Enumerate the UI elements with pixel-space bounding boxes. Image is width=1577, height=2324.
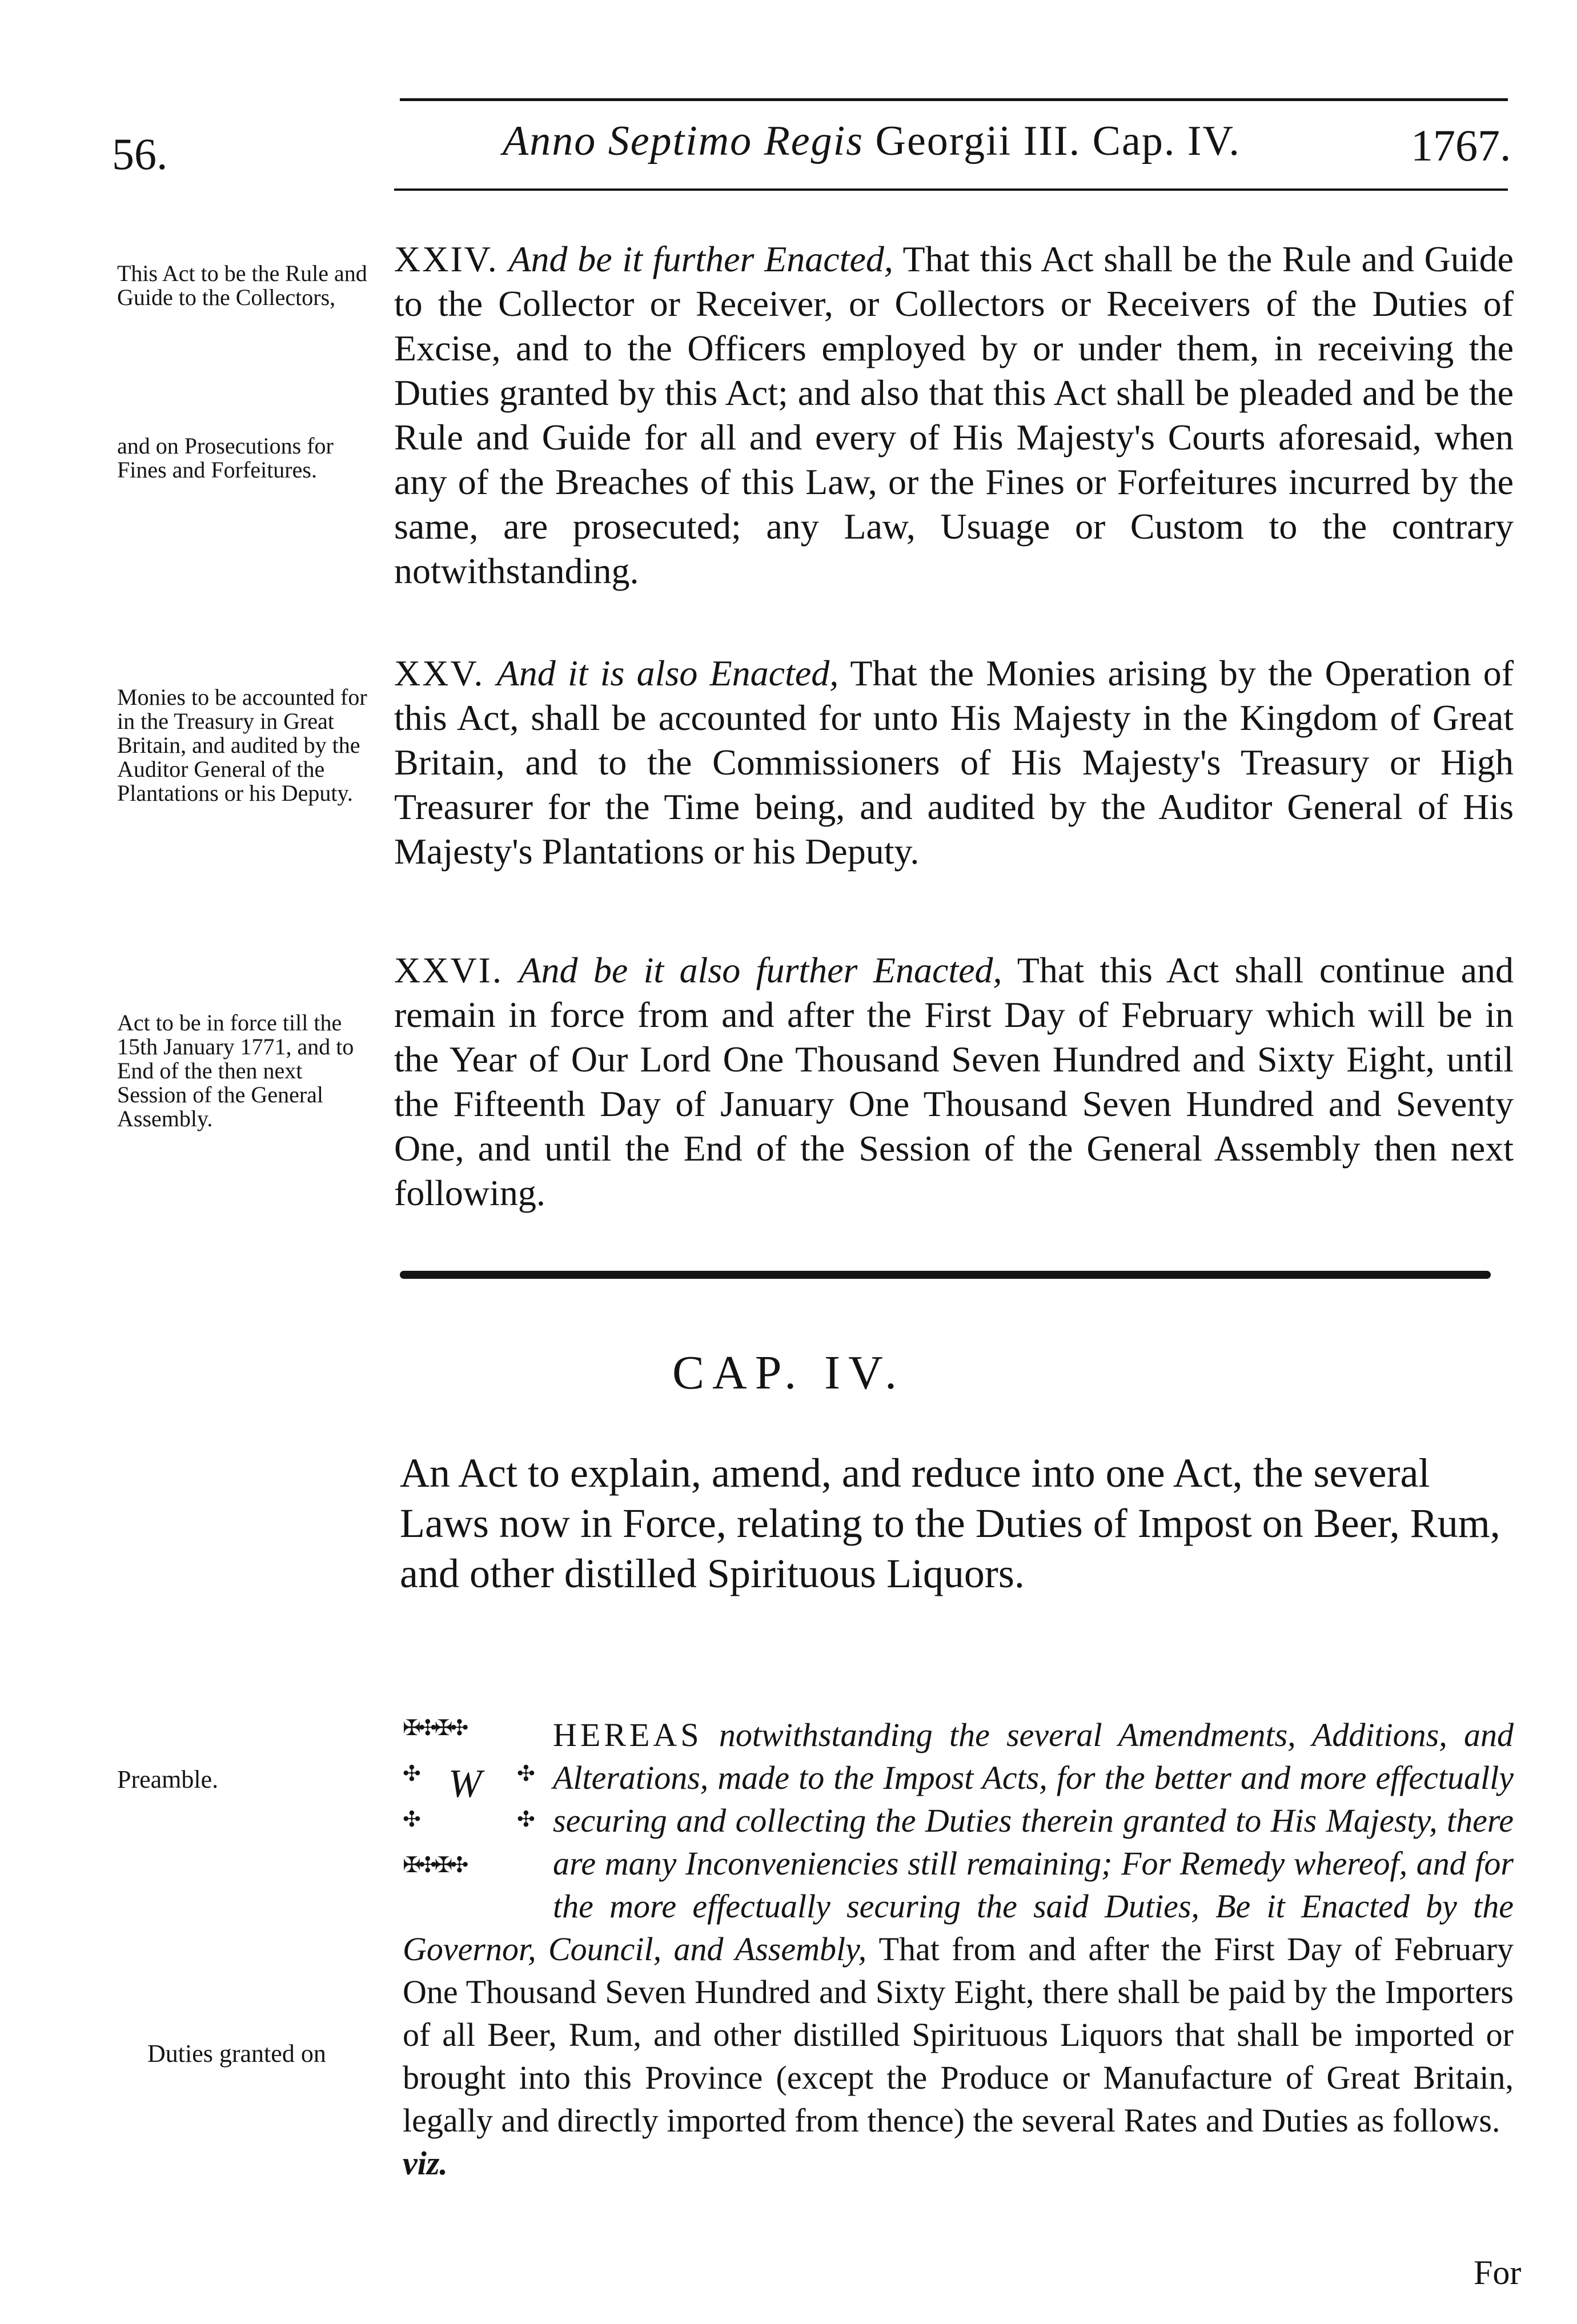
page-number: 56. — [112, 129, 168, 179]
section-xxv — [394, 651, 1514, 874]
sidenote-collectors: This Act to be the Rule and Guide to the Collectors, — [117, 260, 367, 310]
section-text: That the Monies arising by the Operation of this Act, shall be accounted for unto His Majesty in the Kingdom of Great Britain, and to the Commissioners of His Majesty's Treasury or High Treasurer for the Time being, and audited by the Auditor General of His Majesty's Plantations or his Deputy. — [394, 653, 1514, 872]
preamble-italic: notwithstanding the several Amendments, Additions, and Alterations, made to the Impost Acts, for the better and more effectually securing and collecting the Duties therein granted to His Majesty, there are many Inconveniencies still remaining; For Remedy whereof, and for the more effectually securing the said Duties, Be it Enacted by the Governor, Council, and Assembly, — [403, 1716, 1514, 1968]
chapter-heading: CAP. IV. — [672, 1346, 905, 1399]
section-lead: And be it further Enacted, — [508, 239, 893, 279]
header-rule-bottom — [394, 188, 1508, 191]
header-rule-top — [400, 98, 1508, 101]
catchword: For — [1474, 2254, 1522, 2291]
ornament-icon: ✣ — [517, 1762, 533, 1786]
section-xxvi — [394, 948, 1514, 1215]
sidenote-monies: Monies to be accounted for in the Treasury in Great Britain, and audited by the Auditor General of the Plantations or his Deputy. — [117, 684, 367, 806]
page-year: 1767. — [1411, 121, 1511, 170]
sidenote-in-force: Act to be in force till the 15th January 1771, and to End of the then next Session of the General Assembly. — [117, 1010, 354, 1131]
sidenote-duties: Duties granted on — [147, 2040, 326, 2068]
section-divider — [400, 1271, 1491, 1279]
sidenote-preamble: Preamble. — [117, 1765, 219, 1793]
preamble-viz: viz. — [403, 2145, 448, 2182]
section-number: XXIV. — [394, 239, 499, 279]
running-title-italic: Anno Septimo Regis — [503, 118, 864, 164]
ornament-icon: ✣ — [403, 1762, 419, 1786]
section-text: That this Act shall be the Rule and Guide to the Collector or Receiver, or Collectors or Receivers of the Duties of Excise, and to the Officers employed by or under them, in receiving the Duties granted by this Act; and also that this Act shall be pleaded and be the Rule and Guide for all and every of His Majesty's Courts aforesaid, when any of the Breaches of this Law, or the Fines or Forfeitures incurred by the same, are prosecuted; any Law, Usuage or Custom to the contrary notwithstanding. — [394, 239, 1514, 591]
sidenote-prosecutions: and on Prosecutions for Fines and Forfeitures. — [117, 433, 334, 483]
section-lead: And it is also Enacted, — [496, 653, 839, 693]
preamble-text — [403, 1713, 1514, 2185]
ornamental-initial — [403, 1717, 543, 1888]
section-xxiv — [394, 237, 1514, 593]
ornament-icon: ✣ — [403, 1808, 419, 1832]
ornament-icon: ✠✣✠✣ — [403, 1853, 467, 1877]
section-text: That this Act shall continue and remain in force from and after the First Day of February which will be in the Year of Our Lord One Thousand Seven Hundred and Sixty Eight, until the Fifteenth Day of January One Thousand Seven Hundred and Seventy One, and until the End of the Session of the General Assembly then next following. — [394, 950, 1514, 1213]
section-number: XXVI. — [394, 950, 503, 990]
section-lead: And be it also further Enacted, — [519, 950, 1002, 990]
running-title — [503, 117, 1241, 166]
preamble-opening: HEREAS — [553, 1716, 703, 1753]
ornament-icon: ✠✣✠✣ — [403, 1716, 467, 1740]
preamble-roman: That from and after the First Day of February One Thousand Seven Hundred and Sixty Eight, there shall be paid by the Importers of all Beer, Rum, and other distilled Spirituous Liquors that shall be imported or brought into this Province (except the Produce or Manufacture of Great Britain, legally and directly imported from thence) the several Rates and Duties as follows. — [403, 1930, 1514, 2139]
chapter-title: An Act to explain, amend, and reduce into one Act, the several Laws now in Force, relating to the Duties of Impost on Beer, Rum, and other distilled Spirituous Liquors. — [400, 1450, 1500, 1596]
running-title-roman: Georgii III. Cap. IV. — [875, 118, 1241, 164]
initial-letter: W — [448, 1762, 482, 1806]
ornament-icon: ✣ — [517, 1808, 533, 1832]
section-number: XXV. — [394, 653, 485, 693]
